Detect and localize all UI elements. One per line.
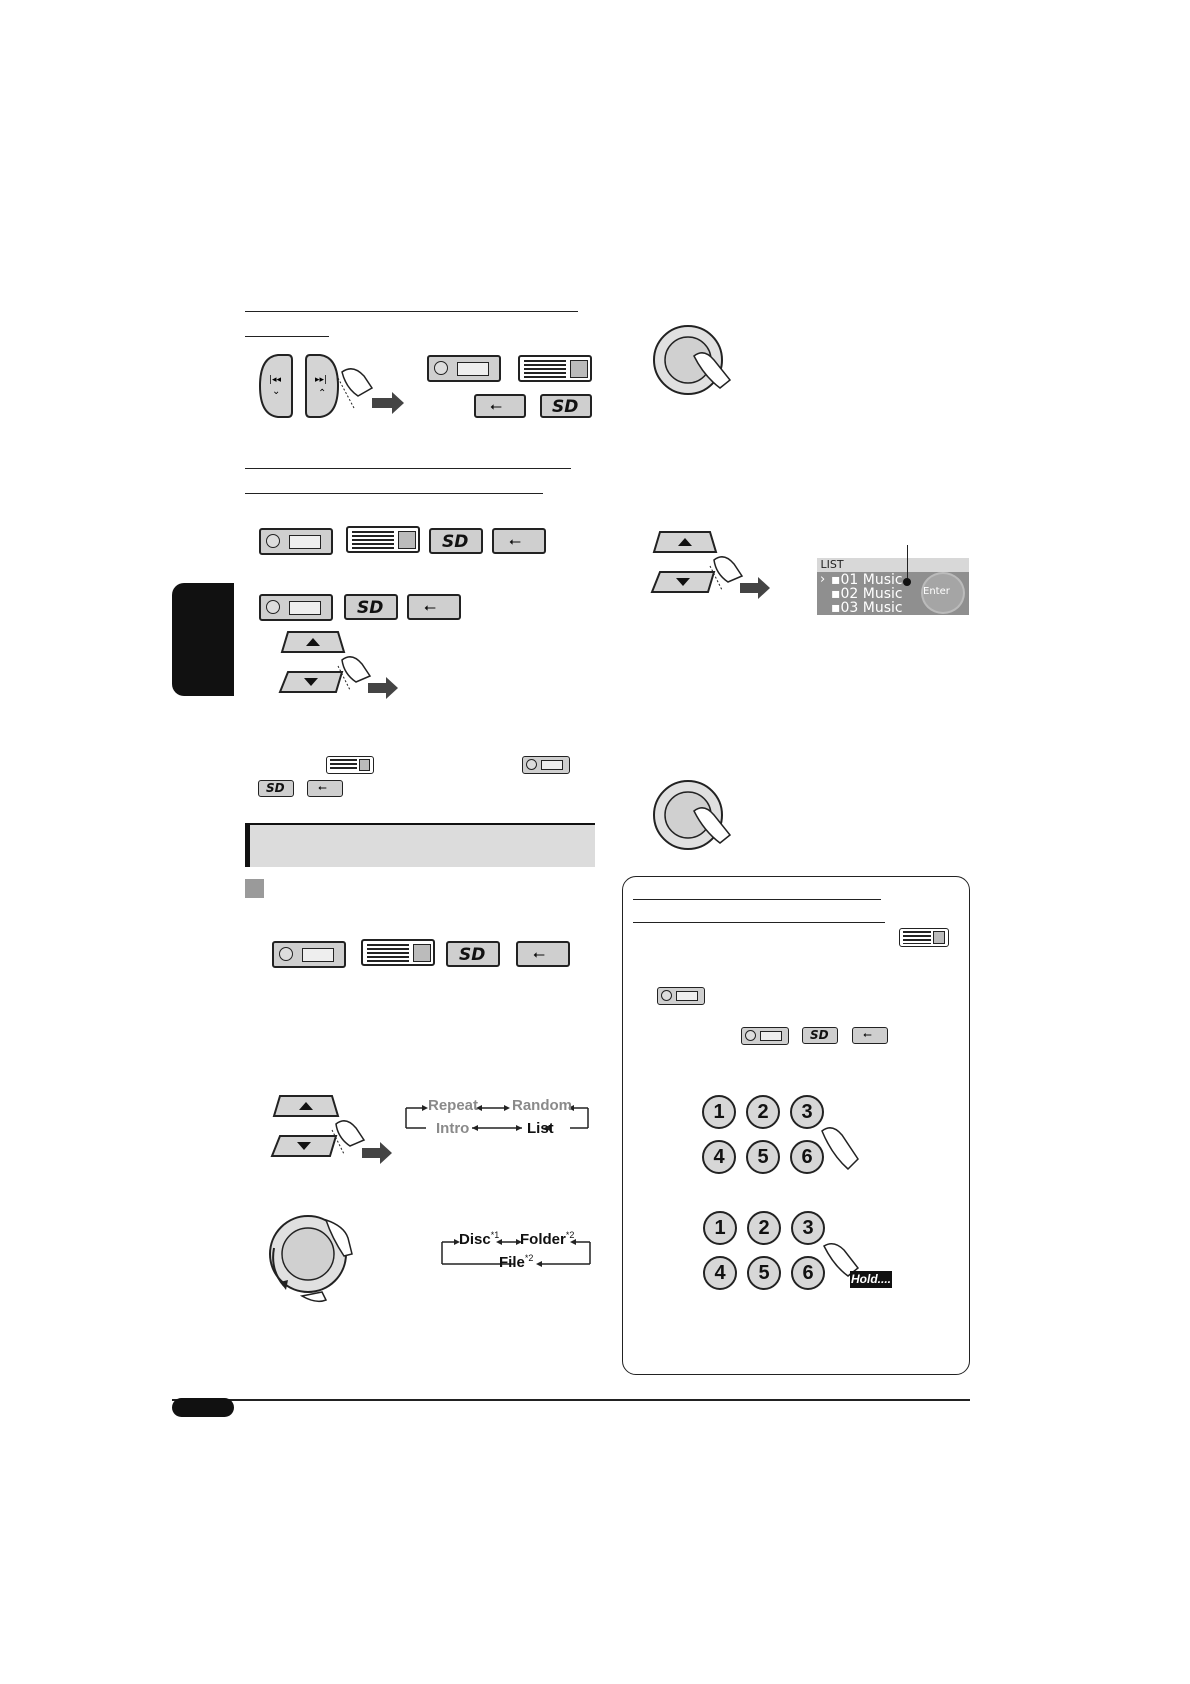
preset-key-6: 6: [790, 1140, 824, 1174]
control-dial-press-illustration: [650, 322, 740, 404]
preset-key-4: 4: [702, 1140, 736, 1174]
skip-buttons-illustration: [258, 352, 408, 420]
heading-rule: [245, 311, 578, 312]
disc-source-icon: [272, 941, 346, 968]
preset-key-3: 3: [790, 1095, 824, 1129]
search-disc: Disc$^{*1}$: [459, 1230, 500, 1248]
usb-icon: ⭠: [490, 397, 503, 415]
finger-press-icon: [818, 1123, 864, 1173]
usb-icon: ⭠: [863, 1028, 872, 1041]
section-heading-bar: [245, 823, 595, 867]
heading-rule: [245, 468, 571, 469]
changer-source-icon: [899, 928, 949, 947]
search-file: File$^{*2}$: [499, 1253, 534, 1271]
sd-icon: SD: [459, 945, 486, 965]
usb-source-icon: [307, 780, 343, 797]
changer-source-icon: [518, 355, 592, 382]
control-dial-press-illustration: [650, 777, 740, 859]
preset-key-5: 5: [747, 1256, 781, 1290]
list-display: [817, 558, 969, 615]
chevron-right-icon: ›: [820, 572, 826, 587]
disc-source-icon: [522, 756, 570, 774]
svg-text:⌄: ⌄: [272, 386, 281, 397]
page-number-tab: [172, 1398, 234, 1417]
sd-icon: SD: [266, 781, 285, 795]
mode-intro: Intro: [436, 1120, 470, 1137]
usb-source-icon: [852, 1027, 888, 1044]
svg-text:|◂◂: |◂◂: [269, 375, 282, 385]
disc-source-icon: [259, 528, 333, 555]
mode-repeat: Repeat: [428, 1097, 479, 1114]
changer-source-icon: [346, 526, 420, 553]
usb-source-icon: [407, 594, 461, 620]
list-item: ▪01 Music: [831, 572, 903, 588]
control-dial-rotate-illustration: [262, 1208, 362, 1308]
svg-text:⌃: ⌃: [318, 388, 327, 399]
up-down-buttons-illustration: [270, 1094, 402, 1166]
callout-line: [907, 545, 908, 581]
list-display-header: LIST: [817, 558, 969, 572]
preset-key-3: 3: [791, 1211, 825, 1245]
preset-key-4: 4: [703, 1256, 737, 1290]
preset-key-1: 1: [703, 1211, 737, 1245]
svg-text:▸▸|: ▸▸|: [315, 375, 328, 385]
disc-source-icon: [741, 1027, 789, 1045]
disc-source-icon: [427, 355, 501, 382]
usb-icon: ⭠: [318, 781, 327, 794]
sd-icon: SD: [552, 397, 579, 417]
sd-source-icon: [540, 394, 592, 418]
usb-icon: ⭠: [424, 598, 437, 616]
enter-label: Enter: [923, 586, 950, 597]
sd-source-icon: [429, 528, 483, 554]
sd-source-icon: [802, 1027, 838, 1044]
sd-source-icon: [258, 780, 294, 797]
preset-key-5: 5: [746, 1140, 780, 1174]
changer-source-icon: [361, 939, 435, 966]
mode-list: List: [527, 1120, 554, 1137]
heading-rule: [633, 899, 881, 900]
up-down-buttons-illustration: [278, 630, 408, 700]
search-folder: Folder$^{*2}$: [520, 1230, 575, 1248]
sd-source-icon: [446, 941, 500, 967]
sd-icon: SD: [357, 598, 384, 618]
sd-source-icon: [344, 594, 398, 620]
usb-icon: ⭠: [509, 532, 522, 550]
usb-source-icon: [516, 941, 570, 967]
changer-source-icon: [326, 756, 374, 774]
sd-icon: SD: [810, 1028, 829, 1042]
mode-random: Random: [512, 1097, 572, 1114]
usb-source-icon: [474, 394, 526, 418]
sd-icon: SD: [442, 532, 469, 552]
callout-dot: [903, 578, 911, 586]
preset-key-2: 2: [746, 1095, 780, 1129]
footer-rule: [172, 1399, 970, 1401]
step-marker: [245, 879, 264, 898]
preset-key-2: 2: [747, 1211, 781, 1245]
preset-key-6: 6: [791, 1256, 825, 1290]
heading-rule: [245, 493, 543, 494]
usb-icon: ⭠: [533, 945, 546, 963]
language-side-tab: [172, 583, 234, 696]
disc-source-icon: [657, 987, 705, 1005]
preset-key-1: 1: [702, 1095, 736, 1129]
usb-source-icon: [492, 528, 546, 554]
up-down-buttons-illustration: [650, 530, 780, 600]
list-item: ▪03 Music: [831, 600, 903, 615]
heading-rule: [633, 922, 885, 923]
heading-rule: [245, 336, 329, 337]
disc-source-icon: [259, 594, 333, 621]
list-item: ▪02 Music: [831, 586, 903, 602]
hold-label: Hold....: [851, 1272, 891, 1286]
